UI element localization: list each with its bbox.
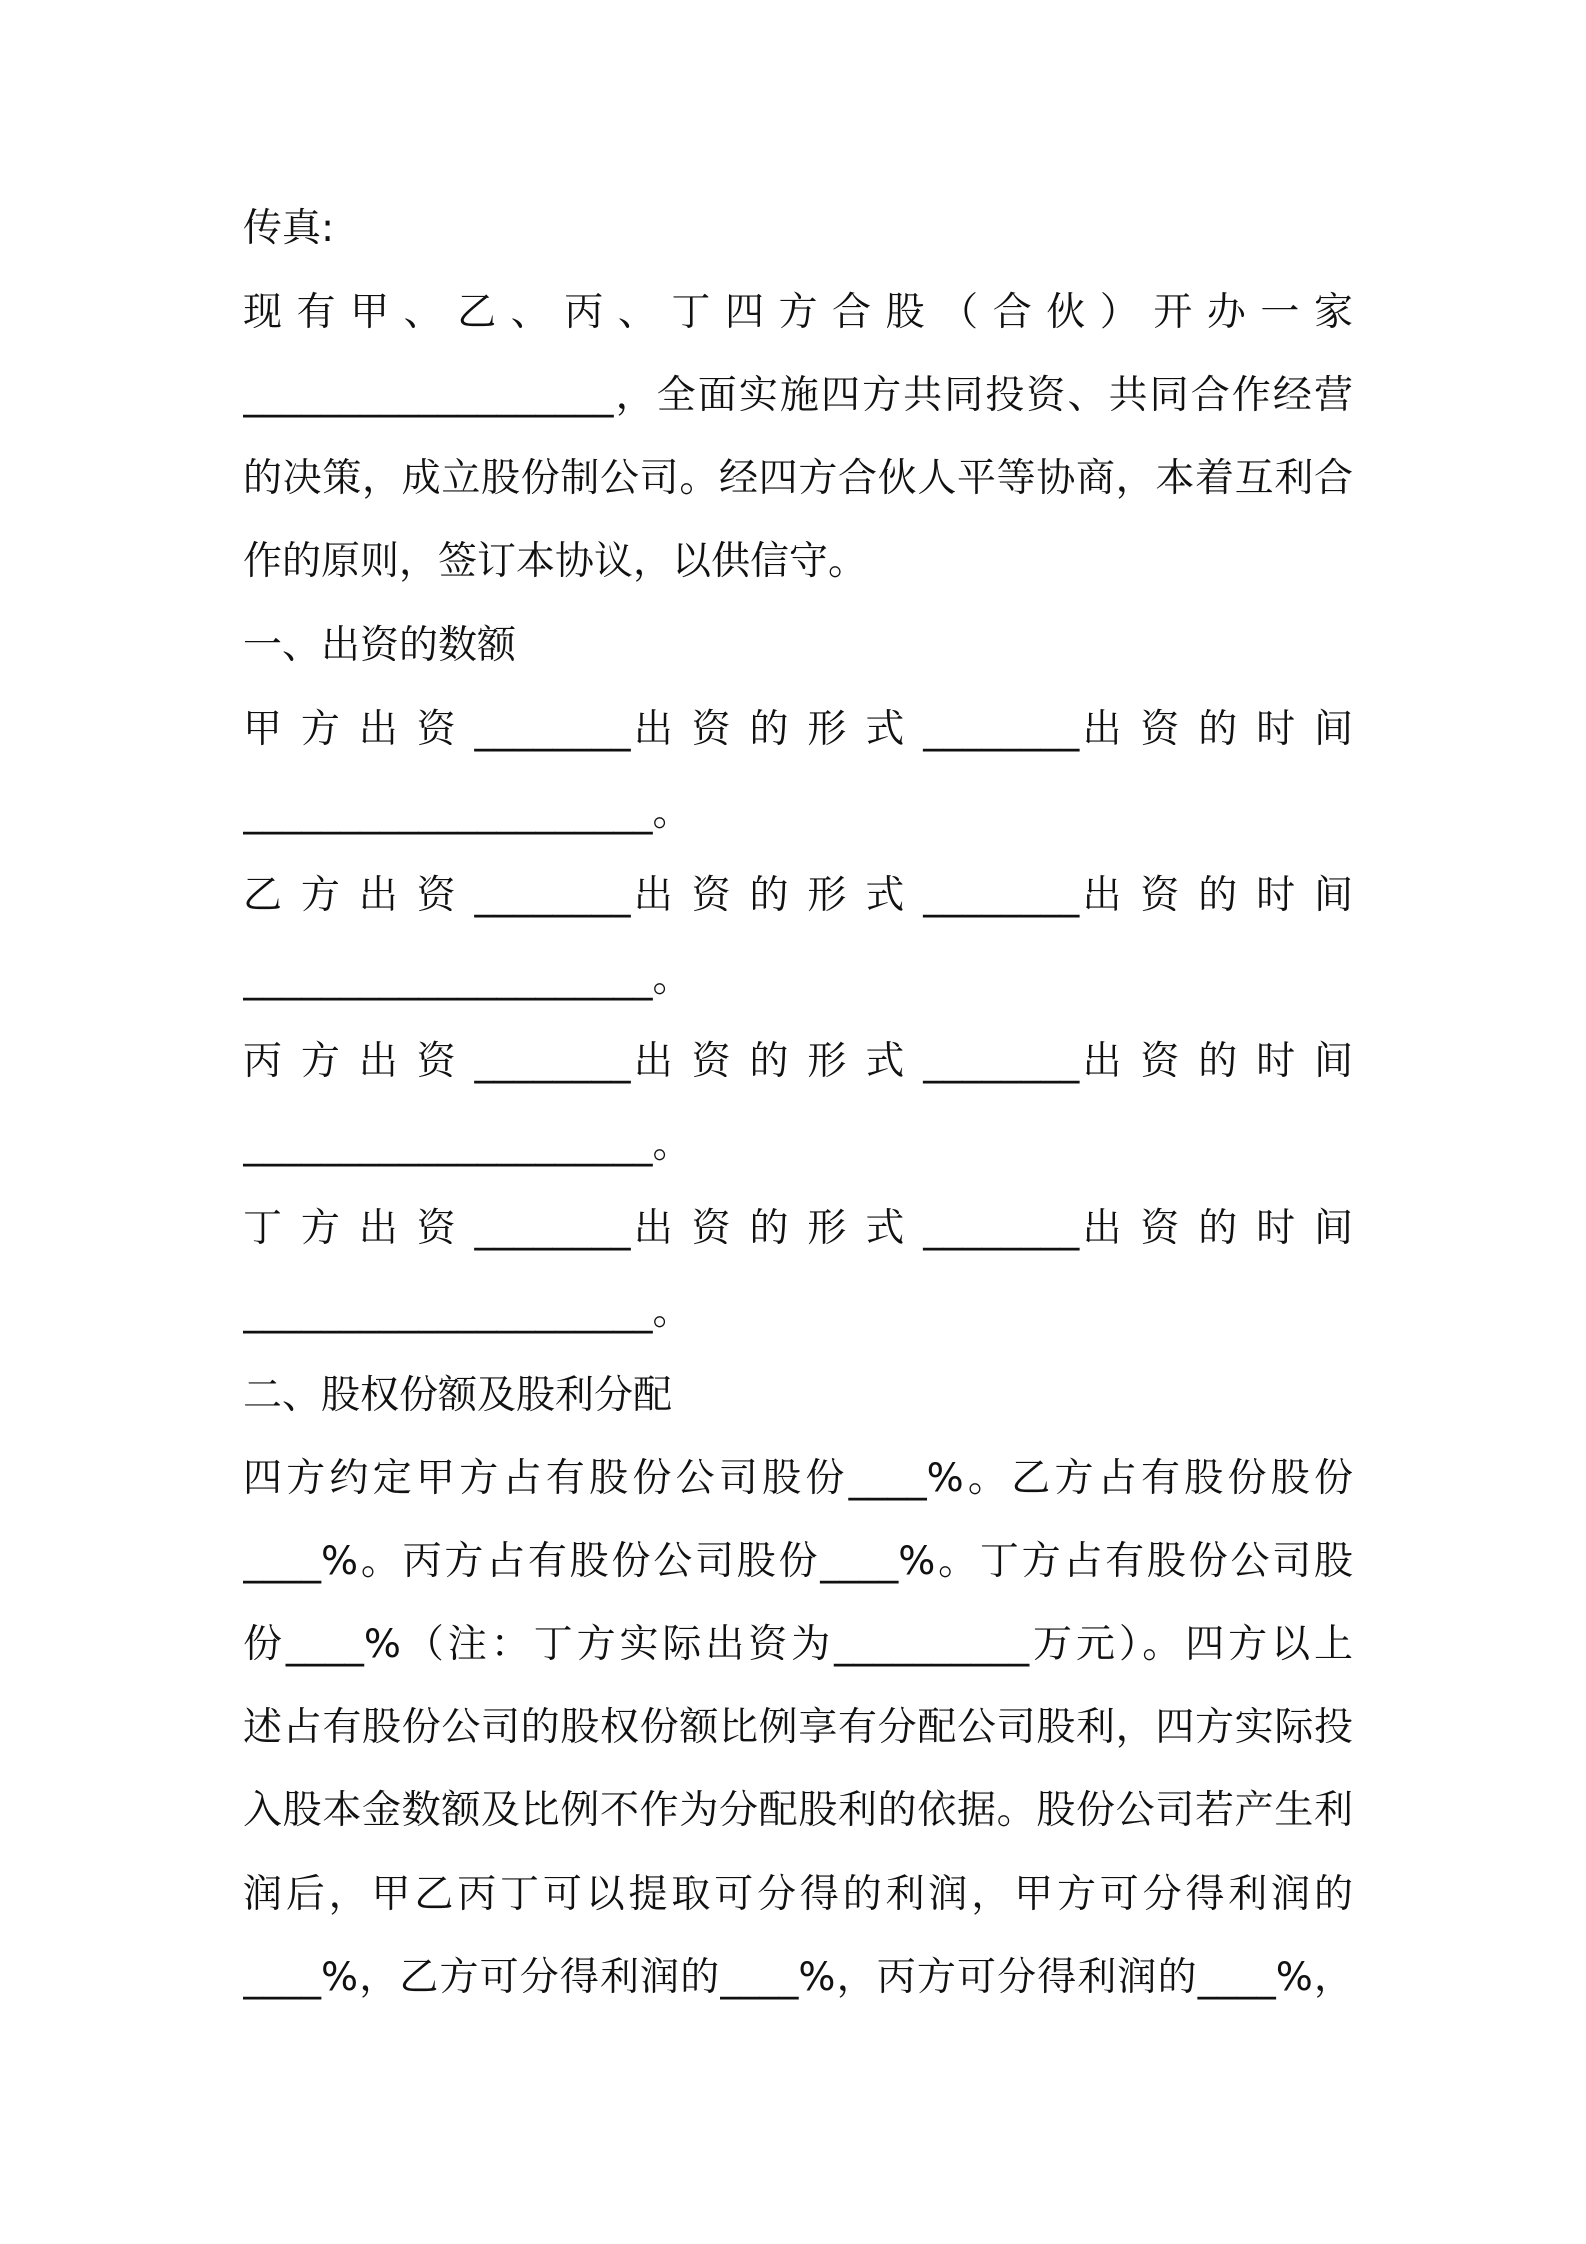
contribution-line: 丁 方 出 资 ________出 资 的 形 式 ________出 资 的 时 间	[243, 1206, 1353, 1251]
equity-line: 四方约定甲方占有股份公司股份____%。乙方占有股份股份	[243, 1456, 1353, 1501]
contribution-time-blank: _____________________。	[243, 790, 692, 835]
equity-line: 述占有股份公司的股权份额比例享有分配公司股利，四方实际投	[243, 1705, 1353, 1750]
equity-line: ____%，乙方可分得利润的____%，丙方可分得利润的____%，	[243, 1955, 1353, 2000]
intro-line: 作的原则，签订本协议，以供信守。	[243, 539, 868, 584]
contribution-line: 乙 方 出 资 ________出 资 的 形 式 ________出 资 的 时 间	[243, 873, 1353, 918]
contribution-time-blank: _____________________。	[243, 1122, 692, 1167]
equity-line: 份____%（注：丁方实际出资为__________万元）。四方以上	[243, 1622, 1353, 1667]
fax-label: 传真:	[243, 206, 335, 251]
contribution-time-blank: _____________________。	[243, 956, 692, 1001]
contribution-line: 丙 方 出 资 ________出 资 的 形 式 ________出 资 的 时 间	[243, 1039, 1353, 1084]
equity-line: 润后，甲乙丙丁可以提取可分得的利润，甲方可分得利润的	[243, 1872, 1353, 1917]
intro-line: 现 有 甲 、 乙 、 丙 、 丁 四 方 合 股 （ 合 伙 ） 开 办 一 家	[243, 290, 1353, 335]
equity-line: ____%。丙方占有股份公司股份____%。丁方占有股份公司股	[243, 1539, 1353, 1584]
contribution-line: 甲 方 出 资 ________出 资 的 形 式 ________出 资 的 时 间	[243, 707, 1353, 752]
section-heading: 一、出资的数额	[243, 623, 517, 668]
contribution-time-blank: _____________________。	[243, 1289, 692, 1334]
intro-line: 的决策，成立股份制公司。经四方合伙人平等协商，本着互利合	[243, 456, 1353, 501]
intro-line: ___________________，全面实施四方共同投资、共同合作经营	[243, 373, 1353, 418]
section-heading: 二、股权份额及股利分配	[243, 1373, 673, 1418]
equity-line: 入股本金数额及比例不作为分配股利的依据。股份公司若产生利	[243, 1788, 1353, 1833]
